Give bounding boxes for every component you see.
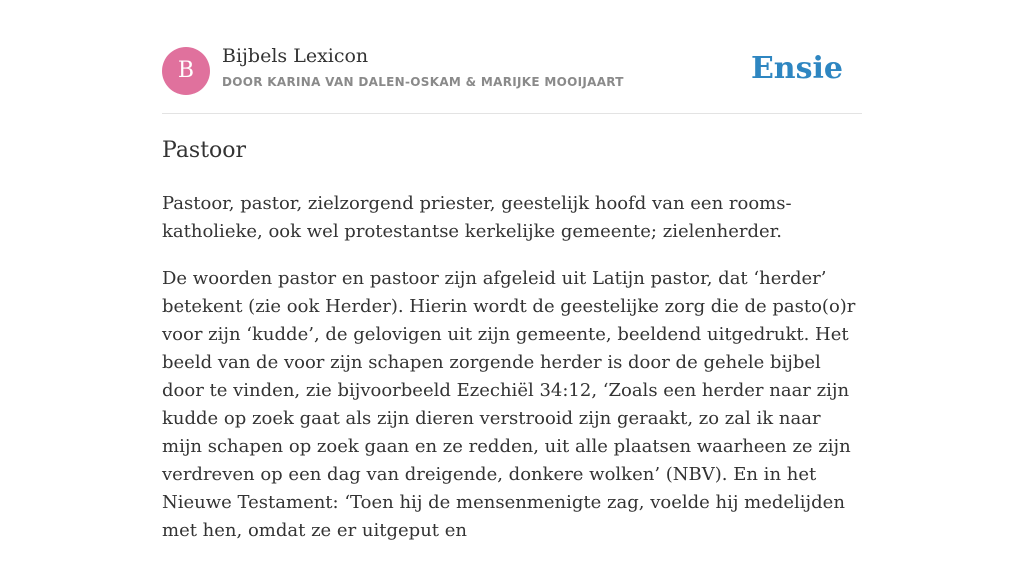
avatar[interactable]: B [162, 47, 210, 95]
book-title-link[interactable]: Bijbels Lexicon [222, 45, 369, 67]
content-container [162, 0, 862, 541]
entry-title: Pastoor [162, 138, 247, 163]
entry-paragraph-definition: Pastoor, pastor, zielzorgend priester, geestelijk hoofd van een rooms-katholieke, ook wel protestantse kerkelijke gemeente; zielenherder. [162, 193, 792, 242]
ensie-logo[interactable]: Ensie [750, 51, 843, 86]
header [162, 0, 862, 114]
entry-paragraph-etymology: De woorden pastor en pastoor zijn afgeleid uit Latijn pastor, dat ‘herder’ betekent (zie ook Herder). Hierin wordt de geestelijke zorg die de pasto(o)r voor zijn ‘kudde’, de gelovigen uit zijn gemeente, beeldend uitgedrukt. Het beeld van de voor zijn schapen zorgende herder is door de gehele bijbel door te vinden, zie bijvoorbeeld Ezechiël 34:12, ‘Zoals een herder naar zijn kudde op zoek gaat als zijn dieren verstrooid zijn geraakt, zo zal ik naar mijn schapen op zoek gaan en ze redden, uit alle plaatsen waarheen ze zijn verdreven op een dag van dreigende, donkere wolken’ (NBV). En in het Nieuwe Testament: ‘Toen hij de mensenmenigte zag, voelde hij medelijden met hen, omdat ze er uitgeput en [162, 268, 856, 541]
entry-body [162, 190, 862, 564]
authors-byline: DOOR KARINA VAN DALEN-OSKAM & MARIJKE MOOIJAART [222, 75, 624, 89]
